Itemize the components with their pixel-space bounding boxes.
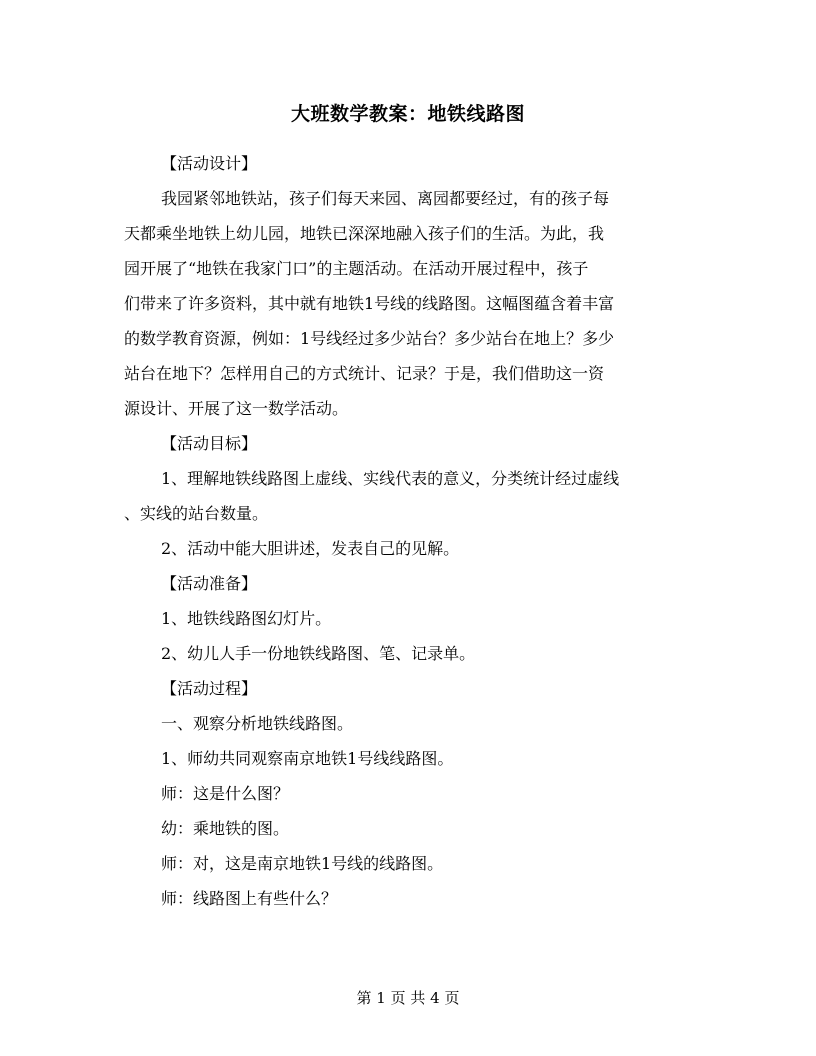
paragraph-line: 站台在地下？怎样用自己的方式统计、记录？于是，我们借助这一资	[124, 364, 605, 383]
paragraph-line: 师：对，这是南京地铁1号线的线路图。	[161, 854, 444, 873]
paragraph-line: 源设计、开展了这一数学活动。	[124, 399, 349, 418]
paragraph-line: 我园紧邻地铁站，孩子们每天来园、离园都要经过，有的孩子每	[161, 189, 610, 208]
section-heading-preparation: 【活动准备】	[161, 574, 258, 593]
paragraph-line: 2、活动中能大胆讲述，发表自己的见解。	[161, 539, 460, 558]
paragraph-line: 2、幼儿人手一份地铁线路图、笔、记录单。	[161, 644, 476, 663]
paragraph-line: 们带来了许多资料，其中就有地铁1号线的线路图。这幅图蕴含着丰富	[124, 294, 615, 313]
paragraph-line: 天都乘坐地铁上幼儿园，地铁已深深地融入孩子们的生活。为此，我	[124, 224, 605, 243]
document-title: 大班数学教案：地铁线路图	[290, 103, 525, 125]
paragraph-line: 师：这是什么图？	[161, 784, 290, 803]
paragraph-line: 1、地铁线路图幻灯片。	[161, 609, 332, 628]
paragraph-line: 1、师幼共同观察南京地铁1号线线路图。	[161, 749, 454, 768]
paragraph-line: 师：线路图上有些什么？	[161, 889, 338, 908]
document-body	[124, 146, 696, 916]
page-footer: 第 1 页 共 4 页	[356, 989, 460, 1007]
paragraph-line: 的数学教育资源，例如：1号线经过多少站台？多少站台在地上？多少	[124, 329, 615, 348]
paragraph-line: 、实线的站台数量。	[124, 504, 269, 523]
section-heading-process: 【活动过程】	[161, 679, 258, 698]
paragraph-line: 1、理解地铁线路图上虚线、实线代表的意义，分类统计经过虚线	[161, 469, 620, 488]
paragraph-line: 幼：乘地铁的图。	[161, 819, 290, 838]
section-heading-goals: 【活动目标】	[161, 434, 258, 453]
paragraph-line: 园开展了“地铁在我家门口”的主题活动。在活动开展过程中，孩子	[124, 259, 589, 278]
section-heading-design: 【活动设计】	[161, 154, 258, 173]
paragraph-line: 一、观察分析地铁线路图。	[161, 714, 354, 733]
